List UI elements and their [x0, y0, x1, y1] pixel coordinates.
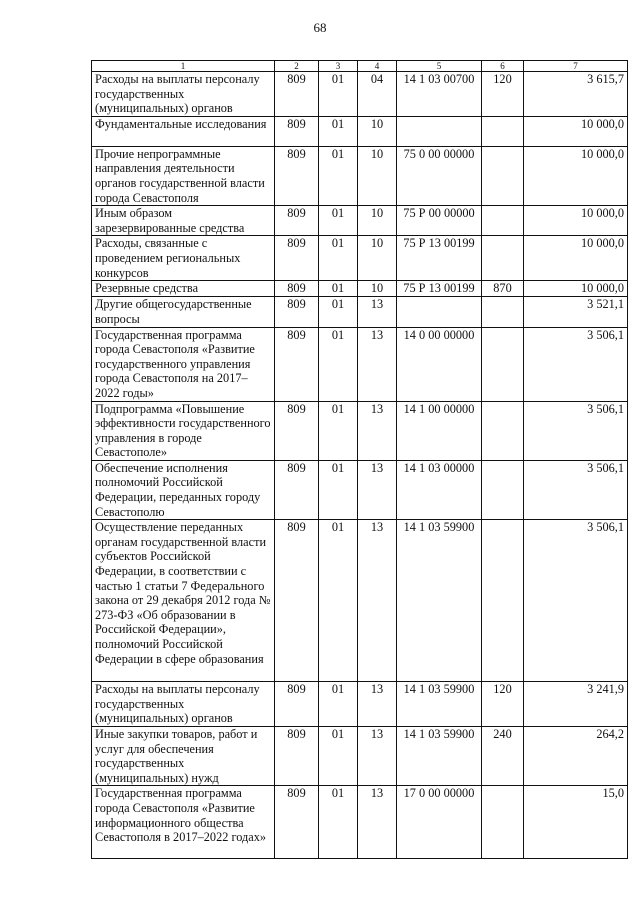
- ministry-code: 809: [275, 236, 319, 281]
- section-code: 01: [319, 297, 358, 327]
- subsection-code: 10: [358, 116, 397, 146]
- column-number: 4: [358, 61, 397, 72]
- item-name: Расходы на выплаты персоналу государственных (муниципальных) органов: [92, 682, 275, 727]
- section-code: 01: [319, 146, 358, 205]
- item-name: Осуществление переданных органам государственной власти субъектов Российской Федерации, в соответствии с частью 1 статьи 7 Федерального закона от 29 декабря 2012 года № 273-ФЗ «Об образовании в Российской Федерации», полномочий Российской Федерации в сфере образования: [92, 520, 275, 682]
- table-row: [92, 236, 628, 281]
- item-name: Подпрограмма «Повышение эффективности государственного управления в городе Севастополе»: [92, 401, 275, 460]
- column-number-row: [92, 61, 628, 72]
- subsection-code: 13: [358, 460, 397, 519]
- section-code: 01: [319, 401, 358, 460]
- amount: 10 000,0: [524, 146, 628, 205]
- expense-type-code: [482, 327, 524, 401]
- ministry-code: 809: [275, 786, 319, 859]
- target-article-code: 17 0 00 00000: [397, 786, 482, 859]
- amount: 15,0: [524, 786, 628, 859]
- subsection-code: 13: [358, 327, 397, 401]
- amount: 3 615,7: [524, 72, 628, 117]
- section-code: 01: [319, 727, 358, 786]
- ministry-code: 809: [275, 146, 319, 205]
- subsection-code: 10: [358, 206, 397, 236]
- target-article-code: 75 Р 13 00199: [397, 236, 482, 281]
- table-row: [92, 727, 628, 786]
- section-code: 01: [319, 460, 358, 519]
- section-code: 01: [319, 72, 358, 117]
- subsection-code: 13: [358, 727, 397, 786]
- item-name: Обеспечение исполнения полномочий Российской Федерации, переданных городу Севастополю: [92, 460, 275, 519]
- table-row: [92, 401, 628, 460]
- page-number: 68: [313, 20, 327, 35]
- table-row: [92, 116, 628, 146]
- amount: 10 000,0: [524, 236, 628, 281]
- target-article-code: 75 Р 13 00199: [397, 281, 482, 297]
- column-number: 7: [524, 61, 628, 72]
- column-number: 5: [397, 61, 482, 72]
- subsection-code: 10: [358, 281, 397, 297]
- expense-type-code: [482, 236, 524, 281]
- subsection-code: 13: [358, 786, 397, 859]
- ministry-code: 809: [275, 520, 319, 682]
- expense-type-code: 240: [482, 727, 524, 786]
- item-name: Прочие непрограммные направления деятельности органов государственной власти города Севастополя: [92, 146, 275, 205]
- ministry-code: 809: [275, 401, 319, 460]
- amount: 3 521,1: [524, 297, 628, 327]
- section-code: 01: [319, 116, 358, 146]
- target-article-code: [397, 116, 482, 146]
- subsection-code: 13: [358, 520, 397, 682]
- subsection-code: 13: [358, 297, 397, 327]
- ministry-code: 809: [275, 727, 319, 786]
- ministry-code: 809: [275, 72, 319, 117]
- section-code: 01: [319, 281, 358, 297]
- target-article-code: 14 1 00 00000: [397, 401, 482, 460]
- target-article-code: 14 1 03 00000: [397, 460, 482, 519]
- target-article-code: 14 1 03 59900: [397, 520, 482, 682]
- expense-type-code: [482, 116, 524, 146]
- amount: 3 241,9: [524, 682, 628, 727]
- amount: 264,2: [524, 727, 628, 786]
- item-name: Фундаментальные исследования: [92, 116, 275, 146]
- item-name: Расходы на выплаты персоналу государственных (муниципальных) органов: [92, 72, 275, 117]
- expense-type-code: 870: [482, 281, 524, 297]
- section-code: 01: [319, 206, 358, 236]
- expense-type-code: [482, 460, 524, 519]
- section-code: 01: [319, 682, 358, 727]
- target-article-code: 14 1 03 00700: [397, 72, 482, 117]
- amount: 3 506,1: [524, 327, 628, 401]
- table-row: [92, 206, 628, 236]
- target-article-code: 75 Р 00 00000: [397, 206, 482, 236]
- ministry-code: 809: [275, 297, 319, 327]
- ministry-code: 809: [275, 682, 319, 727]
- item-name: Резервные средства: [92, 281, 275, 297]
- expense-type-code: 120: [482, 72, 524, 117]
- ministry-code: 809: [275, 327, 319, 401]
- subsection-code: 13: [358, 682, 397, 727]
- expense-type-code: [482, 206, 524, 236]
- table-row: [92, 682, 628, 727]
- amount: 10 000,0: [524, 116, 628, 146]
- amount: 10 000,0: [524, 281, 628, 297]
- subsection-code: 13: [358, 401, 397, 460]
- amount: 3 506,1: [524, 520, 628, 682]
- subsection-code: 10: [358, 146, 397, 205]
- expense-type-code: [482, 520, 524, 682]
- target-article-code: 14 1 03 59900: [397, 682, 482, 727]
- table-row: [92, 297, 628, 327]
- amount: 10 000,0: [524, 206, 628, 236]
- section-code: 01: [319, 327, 358, 401]
- table-row: [92, 146, 628, 205]
- item-name: Государственная программа города Севастополя «Развитие государственного управления города Севастополя на 2017–2022 годы»: [92, 327, 275, 401]
- table-row: [92, 72, 628, 117]
- table-row: [92, 327, 628, 401]
- target-article-code: 14 0 00 00000: [397, 327, 482, 401]
- column-number: 2: [275, 61, 319, 72]
- section-code: 01: [319, 786, 358, 859]
- column-number: 3: [319, 61, 358, 72]
- column-number: 6: [482, 61, 524, 72]
- ministry-code: 809: [275, 206, 319, 236]
- item-name: Государственная программа города Севастополя «Развитие информационного общества Севастополя в 2017–2022 годах»: [92, 786, 275, 859]
- amount: 3 506,1: [524, 401, 628, 460]
- table-row: [92, 281, 628, 297]
- expense-type-code: 120: [482, 682, 524, 727]
- table-row: [92, 786, 628, 859]
- subsection-code: 10: [358, 236, 397, 281]
- section-code: 01: [319, 236, 358, 281]
- item-name: Расходы, связанные с проведением региональных конкурсов: [92, 236, 275, 281]
- table-row: [92, 460, 628, 519]
- table-row: [92, 520, 628, 682]
- expense-type-code: [482, 146, 524, 205]
- subsection-code: 04: [358, 72, 397, 117]
- target-article-code: 75 0 00 00000: [397, 146, 482, 205]
- expense-type-code: [482, 786, 524, 859]
- target-article-code: 14 1 03 59900: [397, 727, 482, 786]
- section-code: 01: [319, 520, 358, 682]
- item-name: Иным образом зарезервированные средства: [92, 206, 275, 236]
- item-name: Иные закупки товаров, работ и услуг для обеспечения государственных (муниципальных) нужд: [92, 727, 275, 786]
- ministry-code: 809: [275, 281, 319, 297]
- expense-type-code: [482, 297, 524, 327]
- budget-table: [91, 60, 628, 859]
- ministry-code: 809: [275, 116, 319, 146]
- column-number: 1: [92, 61, 275, 72]
- amount: 3 506,1: [524, 460, 628, 519]
- expense-type-code: [482, 401, 524, 460]
- target-article-code: [397, 297, 482, 327]
- ministry-code: 809: [275, 460, 319, 519]
- item-name: Другие общегосударственные вопросы: [92, 297, 275, 327]
